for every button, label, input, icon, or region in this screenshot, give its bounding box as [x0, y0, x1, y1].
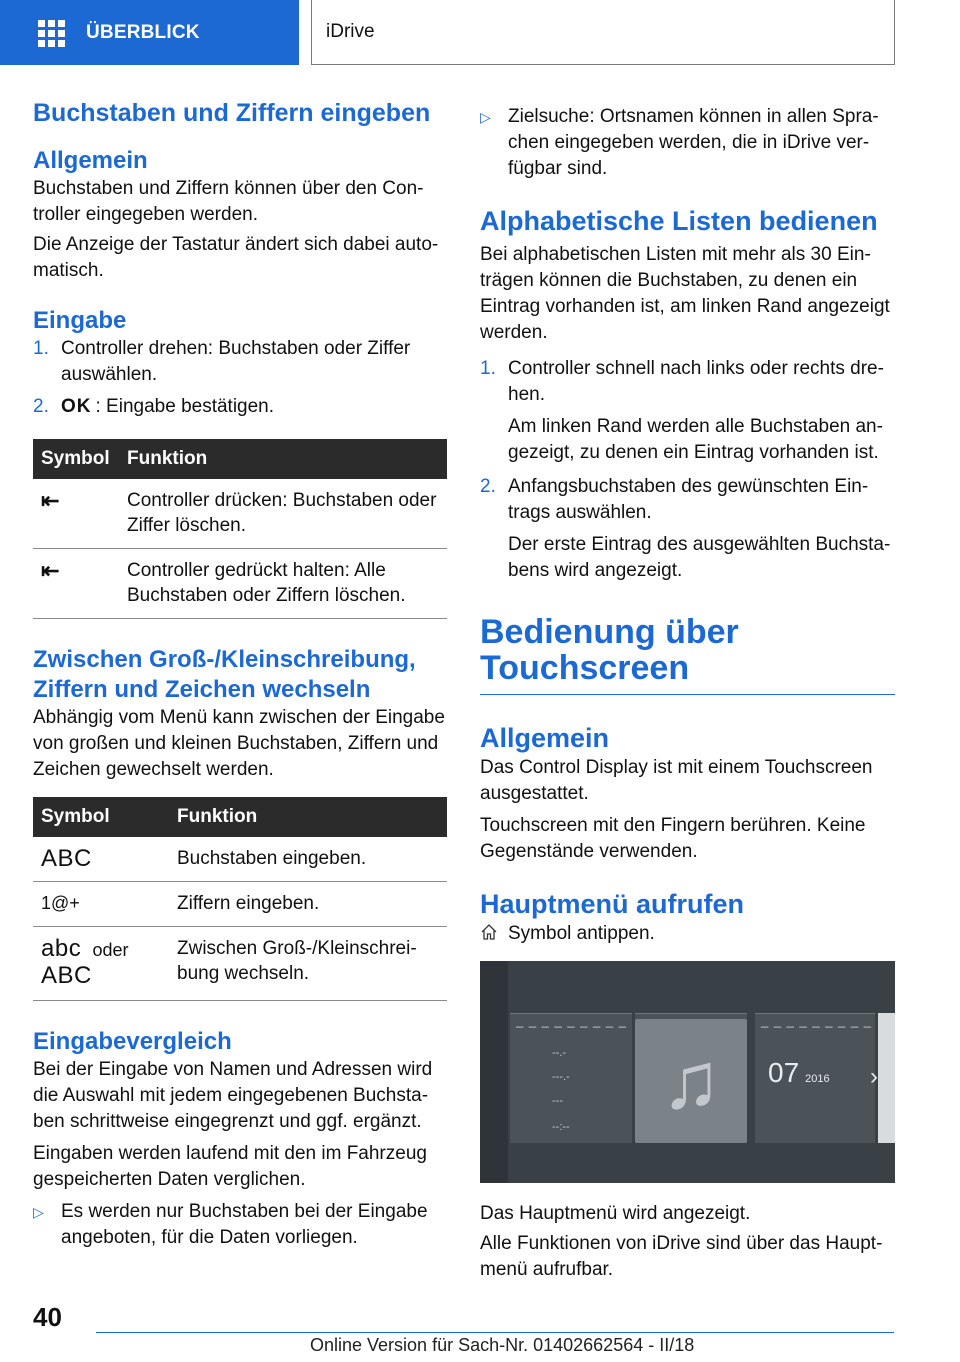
- date-display: [768, 1057, 830, 1089]
- heading-allgemein-touch: Allgemein: [480, 723, 610, 753]
- value-readout: --.-: [552, 1047, 567, 1059]
- side-strip: [480, 961, 508, 1183]
- paragraph: Bei der Eingabe von Namen und Adressen wird die Auswahl mit jedem eingegebenen Buchstaben schrittweise eingegrenzt und ggf. ergänzt.: [33, 1059, 433, 1132]
- step-number: 1.: [480, 358, 496, 379]
- table-cell: Controller drücken: Buchstaben oder Ziffer löschen.: [119, 479, 447, 549]
- table-cell: Controller gedrückt halten: Alle Buchstaben oder Ziffern löschen.: [119, 549, 447, 619]
- table-header: Symbol: [33, 797, 169, 837]
- chapter-title: iDrive: [311, 0, 895, 65]
- value-readout: ---.-: [552, 1071, 570, 1083]
- step-text: Anfangsbuchstaben des gewünschten Eintrags auswählen.: [508, 476, 869, 523]
- heading-hauptmenue: Hauptmenü aufrufen: [480, 889, 745, 919]
- delete-icon: ⇤: [33, 479, 119, 549]
- table-cell: Ziffern eingeben.: [169, 882, 447, 927]
- step-subtext: Am linken Rand werden alle Buchstaben angezeigt, zu denen ein Eintrag vorhanden ist.: [508, 416, 883, 463]
- symbol-table-delete: [33, 439, 447, 619]
- paragraph: Eingaben werden laufend mit den im Fahrzeug gespeicherten Daten verglichen.: [33, 1143, 427, 1190]
- ok-icon: OK: [61, 396, 92, 417]
- date-year: 2016: [805, 1073, 830, 1085]
- step-text: Controller drehen: Buchstaben oder Ziffer auswählen.: [61, 338, 411, 385]
- list-item: [33, 1199, 447, 1251]
- right-column: [480, 98, 895, 1283]
- heading-eingabevergleich: Eingabevergleich: [33, 1028, 232, 1055]
- bullet-text: Zielsuche: Ortsnamen können in allen Sprachen eingegeben werden, die in iDrive verfügbar sind.: [508, 106, 879, 179]
- heading-alphabetische-listen: Alphabetische Listen bedienen: [480, 206, 878, 236]
- heading-eingabe: Eingabe: [33, 307, 127, 334]
- grid-menu-icon: [38, 20, 66, 46]
- date-day: 07: [768, 1057, 800, 1088]
- digits-icon: 1@+: [33, 882, 169, 927]
- step-text: : Eingabe bestätigen.: [95, 396, 275, 417]
- heading-allgemein: Allgemein: [33, 147, 148, 174]
- abc-upper-icon: ABC: [33, 837, 169, 882]
- oder-label: oder: [92, 940, 129, 960]
- step-number: 2.: [33, 396, 49, 417]
- page-title: Buchstaben und Ziffern eingeben: [33, 99, 431, 127]
- table-row: [33, 837, 447, 882]
- paragraph: Die Anzeige der Tastatur ändert sich dabei automatisch.: [33, 234, 439, 281]
- triangle-bullet-icon: ▷: [33, 1204, 44, 1220]
- main-menu-screenshot: [480, 961, 895, 1183]
- section-title: ÜBERBLICK: [86, 21, 200, 43]
- paragraph: Das Control Display ist mit einem Touchscreen ausgestattet.: [480, 757, 873, 804]
- home-icon: [480, 923, 498, 941]
- table-row: [33, 479, 447, 549]
- heading-zwischen: Zwischen Groß-/Kleinschreibung, Ziffern und Zeichen wechseln: [33, 646, 416, 703]
- instruction-text: Symbol antippen.: [508, 923, 655, 944]
- delete-all-icon: ⇤: [33, 549, 119, 619]
- list-item: [33, 336, 447, 388]
- section-tab[interactable]: [0, 0, 299, 65]
- tile-label: _ _ _ _ _ _ _ _ _: [516, 1013, 627, 1028]
- paragraph: Bei alphabetischen Listen mit mehr als 30 Einträgen können die Buchstaben, zu denen ein Eintrag vorhanden ist, am linken Rand angezeigt werden.: [480, 244, 890, 343]
- step-number: 2.: [480, 476, 496, 497]
- left-column: [33, 98, 447, 1251]
- footer-text: Online Version für Sach-Nr. 01402662564 - II/18: [310, 1335, 695, 1355]
- triangle-bullet-icon: ▷: [480, 109, 491, 125]
- media-cover: [635, 1019, 747, 1143]
- paragraph: Abhängig vom Menü kann zwischen der Eingabe von großen und kleinen Buchstaben, Ziffern und Zeichen gewechselt werden.: [33, 707, 445, 780]
- table-cell: Buchstaben eingeben.: [169, 837, 447, 882]
- table-row: [33, 549, 447, 619]
- step-text: Controller schnell nach links oder rechts drehen.: [508, 358, 884, 405]
- paragraph: Touchscreen mit den Fingern berühren. Keine Gegenstände verwenden.: [480, 815, 866, 862]
- step-subtext: Der erste Eintrag des ausgewählten Buchstabens wird angezeigt.: [508, 534, 891, 581]
- table-cell: Zwischen Groß-/Kleinschreibung wechseln.: [169, 927, 447, 1001]
- next-tile: [878, 1013, 895, 1143]
- value-readout: --:--: [552, 1121, 570, 1133]
- table-row: [33, 927, 447, 1001]
- footer-rule: [96, 1332, 894, 1333]
- table-row: [33, 882, 447, 927]
- page-number: 40: [33, 1302, 62, 1332]
- bullet-text: Es werden nur Buchstaben bei der Eingabe angeboten, für die Daten vorliegen.: [61, 1201, 428, 1248]
- paragraph: Das Hauptmenü wird angezeigt.: [480, 1203, 751, 1224]
- abc-lower-icon: abc: [41, 935, 82, 962]
- value-readout: ---: [552, 1095, 563, 1107]
- symbol-table-mode: [33, 797, 447, 1001]
- tile-label: _ _ _ _ _ _ _ _ _: [761, 1013, 872, 1028]
- list-item: [480, 474, 895, 526]
- music-note-icon: ♫: [661, 1036, 721, 1125]
- table-header: Funktion: [119, 439, 447, 479]
- abc-upper-icon: ABC: [41, 962, 92, 989]
- list-item: [480, 104, 895, 182]
- paragraph: Alle Funktionen von iDrive sind über das Hauptmenü aufrufbar.: [480, 1233, 883, 1280]
- chevron-right-icon: ›: [870, 1063, 878, 1090]
- list-item: [480, 356, 895, 408]
- step-number: 1.: [33, 338, 49, 359]
- heading-touchscreen: Bedienung über Touchscreen: [480, 614, 895, 695]
- table-header: Symbol: [33, 439, 119, 479]
- paragraph: Buchstaben und Ziffern können über den Controller eingegeben werden.: [33, 178, 424, 225]
- table-header: Funktion: [169, 797, 447, 837]
- list-item: [33, 394, 447, 420]
